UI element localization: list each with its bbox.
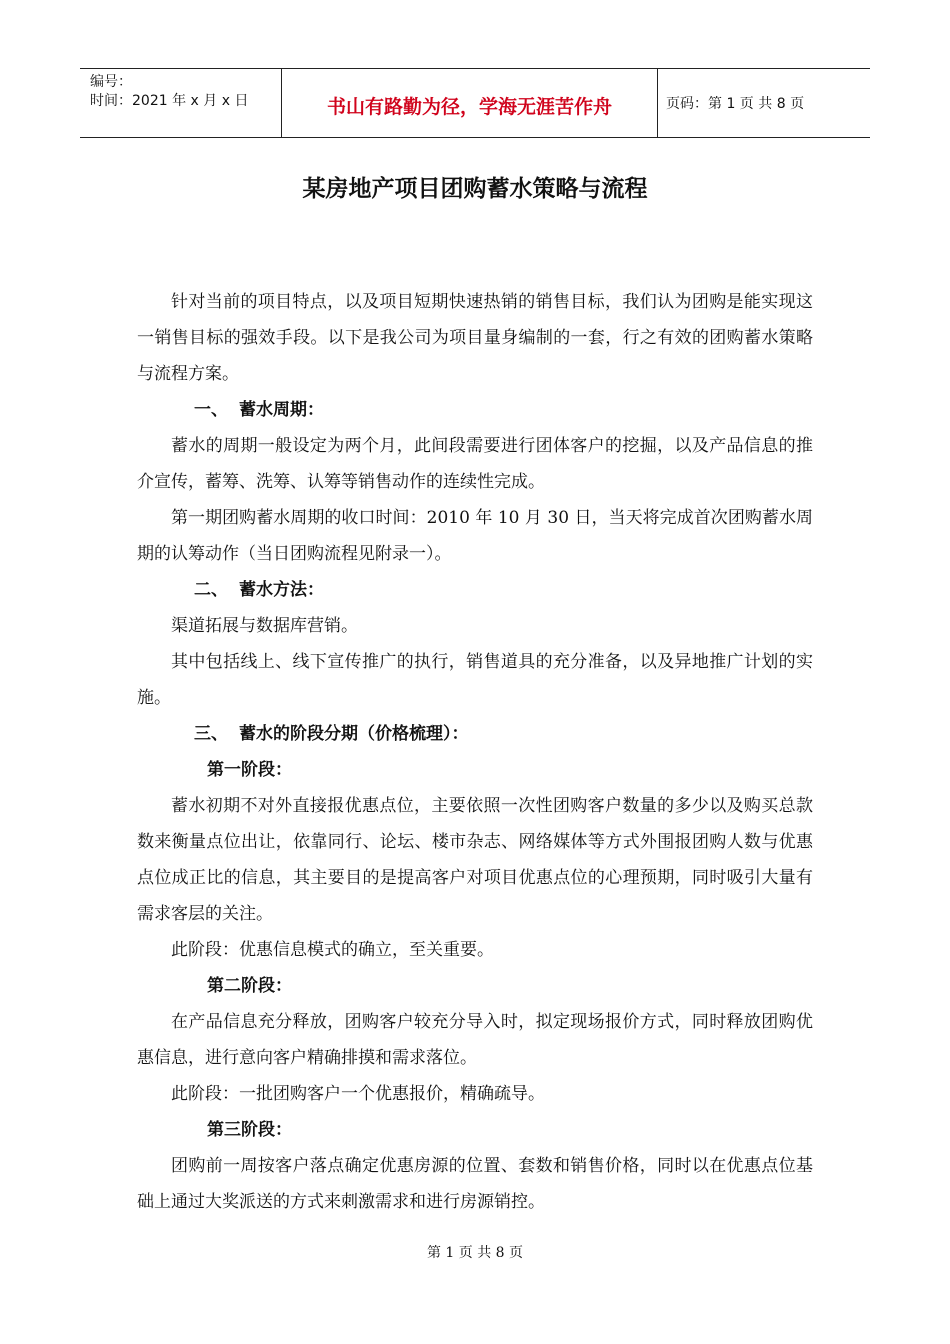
stage-heading-3: 第三阶段： bbox=[207, 1120, 292, 1140]
section-heading-3 bbox=[137, 716, 813, 752]
document-header bbox=[80, 68, 870, 138]
page-footer: 第 1 页 共 8 页 bbox=[426, 1245, 524, 1261]
header-motto: 书山有路勤为径，学海无涯苦作舟 bbox=[282, 69, 658, 137]
section-title: 蓄水周期： bbox=[239, 400, 324, 420]
section-heading-2 bbox=[137, 572, 813, 608]
paragraph: 在产品信息充分释放，团购客户较充分导入时，拟定现场报价方式，同时释放团购优惠信息，进行意向客户精确排摸和需求落位。 bbox=[137, 1012, 813, 1068]
paragraph: 此阶段：一批团购客户一个优惠报价，精确疏导。 bbox=[171, 1084, 545, 1104]
paragraph: 蓄水的周期一般设定为两个月，此间段需要进行团体客户的挖掘，以及产品信息的推介宣传，蓄筹、洗筹、认筹等销售动作的连续性完成。 bbox=[137, 436, 813, 492]
paragraph: 渠道拓展与数据库营销。 bbox=[171, 616, 358, 636]
paragraph: 团购前一周按客户落点确定优惠房源的位置、套数和销售价格，同时以在优惠点位基础上通过大奖派送的方式来刺激需求和进行房源销控。 bbox=[137, 1156, 813, 1212]
stage-heading-2: 第二阶段： bbox=[207, 976, 292, 996]
header-number-label: 编号： bbox=[90, 74, 132, 90]
section-number: 三、 bbox=[194, 724, 228, 744]
document-body bbox=[137, 284, 813, 1220]
paragraph: 此阶段：优惠信息模式的确立，至关重要。 bbox=[171, 940, 494, 960]
section-title: 蓄水方法： bbox=[239, 580, 324, 600]
section-heading-1 bbox=[137, 392, 813, 428]
document-title: 某房地产项目团购蓄水策略与流程 bbox=[302, 176, 648, 202]
stage-heading-1: 第一阶段： bbox=[207, 760, 292, 780]
paragraph: 其中包括线上、线下宣传推广的执行，销售道具的充分准备，以及异地推广计划的实施。 bbox=[137, 652, 813, 708]
paragraph: 第一期团购蓄水周期的收口时间：2010 年 10 月 30 日，当天将完成首次团购蓄水周期的认筹动作（当日团购流程见附录一）。 bbox=[137, 508, 813, 564]
header-time-label: 时间：2021 年 x 月 x 日 bbox=[90, 93, 249, 109]
section-number: 一、 bbox=[194, 400, 228, 420]
section-title: 蓄水的阶段分期（价格梳理）： bbox=[239, 724, 469, 744]
section-number: 二、 bbox=[194, 580, 228, 600]
header-meta-cell bbox=[80, 69, 282, 137]
paragraph: 蓄水初期不对外直接报优惠点位，主要依照一次性团购客户数量的多少以及购买总款数来衡量点位出让，依靠同行、论坛、楼市杂志、网络媒体等方式外围报团购人数与优惠点位成正比的信息，其主要目的是提高客户对项目优惠点位的心理预期，同时吸引大量有需求客层的关注。 bbox=[137, 796, 813, 924]
header-page-info: 页码：第 1 页 共 8 页 bbox=[666, 96, 805, 112]
intro-paragraph: 针对当前的项目特点，以及项目短期快速热销的销售目标，我们认为团购是能实现这一销售目标的强效手段。以下是我公司为项目量身编制的一套，行之有效的团购蓄水策略与流程方案。 bbox=[137, 292, 813, 384]
